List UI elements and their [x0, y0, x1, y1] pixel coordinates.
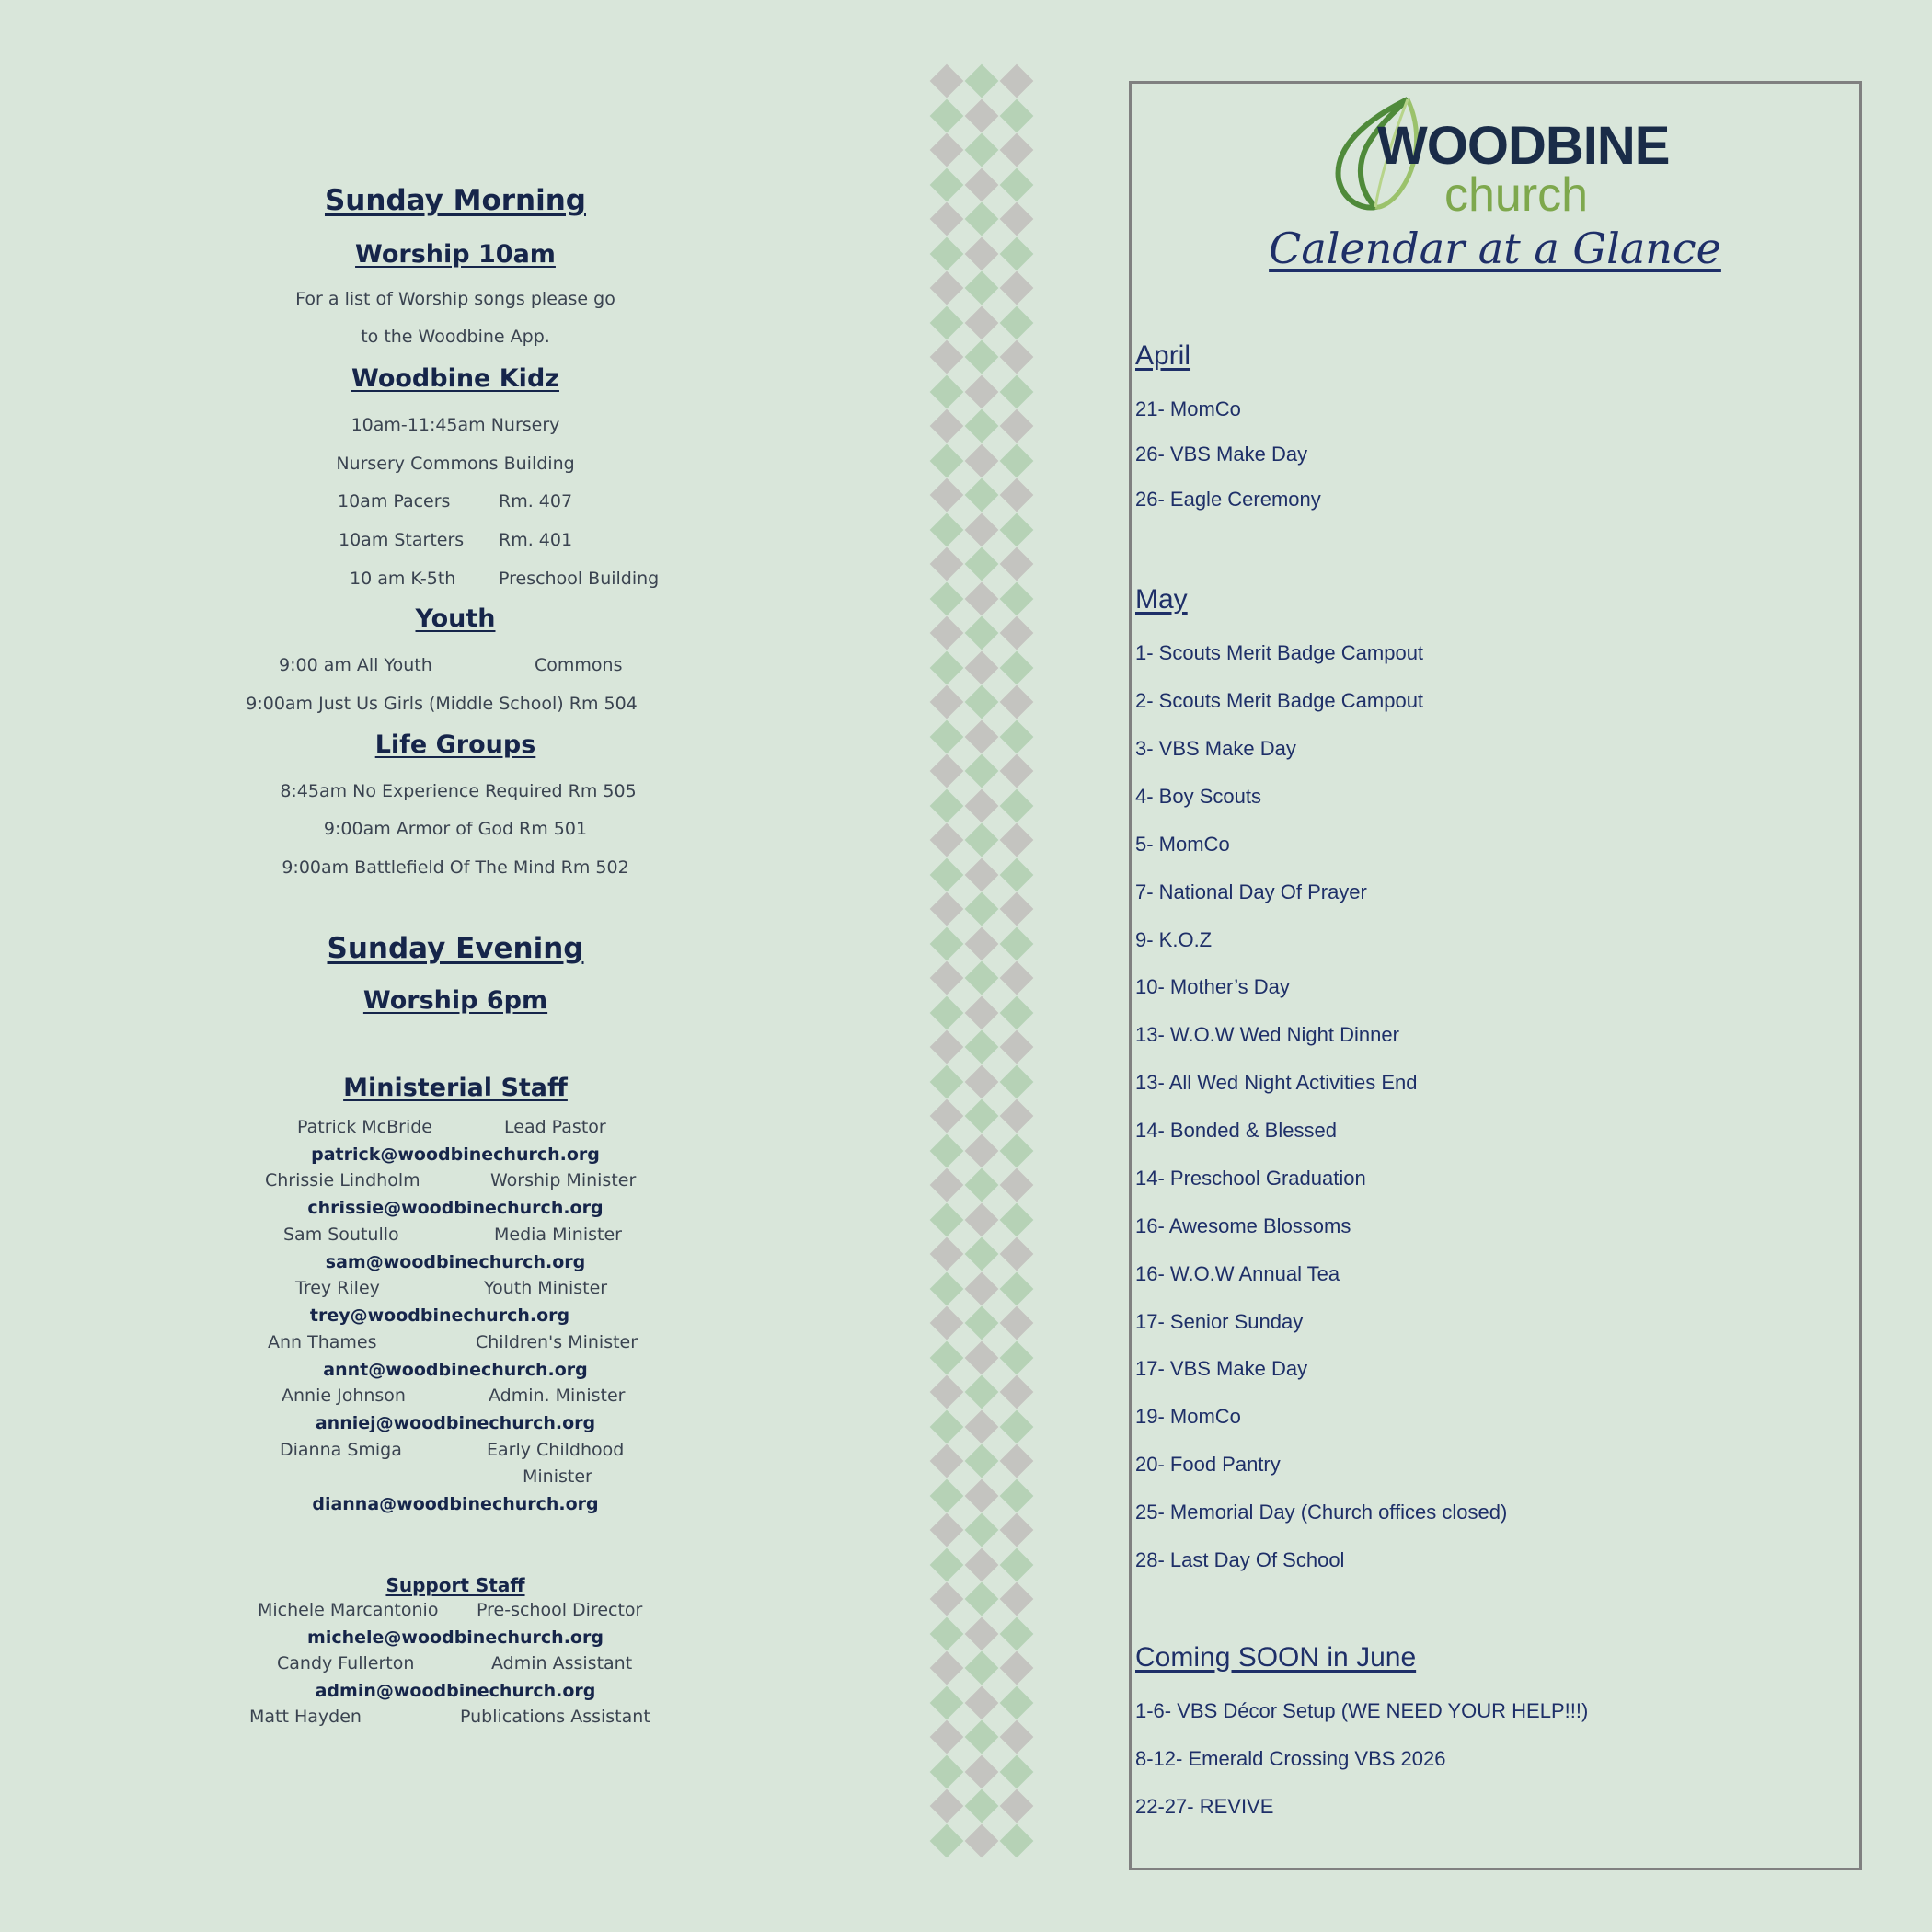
diamond-tile — [1000, 1202, 1034, 1236]
staff-email-link[interactable]: dianna@woodbinechurch.org — [312, 1494, 599, 1514]
diamond-tile — [930, 512, 964, 546]
month-heading: April — [1135, 340, 1191, 371]
diamond-tile — [965, 1099, 999, 1133]
diamond-tile — [1000, 167, 1034, 201]
calendar-event: 21- MomCo — [1135, 397, 1241, 420]
diamond-tile — [1000, 616, 1034, 650]
staff-email-link[interactable]: trey@woodbinechurch.org — [309, 1305, 570, 1326]
diamond-tile — [1000, 961, 1034, 995]
worship-note-line-2: to the Woodbine App. — [361, 327, 550, 347]
calendar-event: 16- W.O.W Annual Tea — [1135, 1262, 1340, 1285]
diamond-tile — [1000, 305, 1034, 339]
diamond-tile — [1000, 788, 1034, 822]
diamond-tile — [1000, 892, 1034, 926]
diamond-tile — [1000, 443, 1034, 477]
diamond-tile — [930, 1409, 964, 1443]
diamond-tile — [965, 616, 999, 650]
diamond-tile — [1000, 64, 1034, 98]
kidz-class-room: Rm. 401 — [499, 530, 573, 550]
support-role: Admin Assistant — [491, 1653, 633, 1673]
diamond-tile — [1000, 1271, 1034, 1305]
calendar-event: 17- Senior Sunday — [1135, 1310, 1304, 1333]
kidz-class-name: 10 am K-5th — [350, 569, 456, 589]
diamond-tile — [1000, 650, 1034, 684]
diamond-tile — [965, 1340, 999, 1374]
diamond-tile — [930, 1478, 964, 1512]
calendar-event: 16- Awesome Blossoms — [1135, 1214, 1351, 1237]
diamond-tile — [965, 788, 999, 822]
diamond-tile — [1000, 340, 1034, 374]
diamond-tile — [965, 236, 999, 270]
worship-10am-heading: Worship 10am — [355, 240, 556, 269]
diamond-tile — [965, 1375, 999, 1409]
diamond-tile — [930, 1133, 964, 1167]
diamond-tile — [965, 1133, 999, 1167]
diamond-tile — [1000, 374, 1034, 408]
worship-6pm-heading: Worship 6pm — [362, 986, 548, 1015]
diamond-tile — [965, 1789, 999, 1823]
diamond-tile — [965, 1478, 999, 1512]
woodbine-kidz-heading: Woodbine Kidz — [351, 364, 559, 393]
diamond-tile — [965, 926, 999, 960]
diamond-tile — [965, 512, 999, 546]
staff-role: Early Childhood — [487, 1440, 625, 1460]
diamond-tile — [930, 409, 964, 443]
diamond-tile — [965, 167, 999, 201]
support-name: Matt Hayden — [249, 1707, 362, 1727]
diamond-tile — [930, 1099, 964, 1133]
diamond-tile — [965, 1513, 999, 1547]
diamond-tile — [965, 1823, 999, 1857]
diamond-tile — [930, 1237, 964, 1271]
diamond-tile — [965, 995, 999, 1029]
calendar-event: 19- MomCo — [1135, 1405, 1241, 1428]
support-email-link[interactable]: michele@woodbinechurch.org — [307, 1627, 604, 1648]
diamond-tile — [930, 478, 964, 512]
staff-role: Lead Pastor — [504, 1117, 606, 1137]
diamond-tile — [965, 64, 999, 98]
staff-role-continued: Minister — [523, 1466, 592, 1487]
staff-role: Worship Minister — [490, 1170, 637, 1190]
diamond-tile — [930, 340, 964, 374]
diamond-tile — [1000, 236, 1034, 270]
diamond-tile — [930, 1340, 964, 1374]
diamond-tile — [930, 133, 964, 167]
diamond-tile — [1000, 1030, 1034, 1064]
diamond-tile — [1000, 512, 1034, 546]
diamond-tile — [965, 271, 999, 305]
sunday-evening-heading: Sunday Evening — [327, 932, 584, 965]
calendar-event: 1-6- VBS Décor Setup (WE NEED YOUR HELP!!!) — [1135, 1699, 1589, 1722]
calendar-event: 20- Food Pantry — [1135, 1453, 1281, 1476]
staff-name: Annie Johnson — [282, 1386, 406, 1406]
diamond-tile — [1000, 719, 1034, 753]
diamond-tile — [930, 581, 964, 615]
calendar-event: 7- National Day Of Prayer — [1135, 880, 1367, 903]
support-role: Publications Assistant — [460, 1707, 650, 1727]
diamond-tile — [1000, 1478, 1034, 1512]
calendar-event: 26- VBS Make Day — [1135, 443, 1308, 466]
calendar-event: 26- Eagle Ceremony — [1135, 488, 1321, 511]
logo-wordmark: WOODBINE — [1377, 116, 1670, 176]
diamond-tile — [930, 1720, 964, 1754]
diamond-tile — [930, 167, 964, 201]
staff-name: Chrissie Lindholm — [265, 1170, 420, 1190]
diamond-tile — [965, 1651, 999, 1685]
diamond-tile — [930, 1547, 964, 1581]
ministerial-staff-heading: Ministerial Staff — [343, 1074, 568, 1102]
diamond-tile — [1000, 1651, 1034, 1685]
diamond-tile — [1000, 202, 1034, 236]
staff-email-link[interactable]: sam@woodbinechurch.org — [325, 1252, 586, 1272]
diamond-tile — [1000, 1237, 1034, 1271]
diamond-tile — [1000, 1547, 1034, 1581]
diamond-tile — [965, 1306, 999, 1340]
calendar-event: 28- Last Day Of School — [1135, 1548, 1345, 1571]
diamond-tile — [965, 961, 999, 995]
diamond-tile — [965, 1616, 999, 1650]
diamond-tile — [930, 547, 964, 581]
diamond-tile — [930, 443, 964, 477]
staff-name: Dianna Smiga — [280, 1440, 402, 1460]
diamond-tile — [930, 961, 964, 995]
diamond-tile — [965, 1064, 999, 1098]
staff-name: Ann Thames — [268, 1332, 377, 1352]
staff-email-link[interactable]: annt@woodbinechurch.org — [323, 1360, 588, 1380]
diamond-tile — [1000, 1099, 1034, 1133]
kidz-class-name: 10am Pacers — [338, 491, 451, 512]
diamond-tile — [1000, 1823, 1034, 1857]
staff-name: Trey Riley — [295, 1278, 380, 1298]
calendar-event: 22-27- REVIVE — [1135, 1795, 1274, 1818]
support-role: Pre-school Director — [477, 1600, 643, 1620]
diamond-tile — [930, 823, 964, 857]
diamond-tile — [965, 581, 999, 615]
diamond-tile — [930, 1789, 964, 1823]
staff-role: Children's Minister — [476, 1332, 638, 1352]
month-heading: Coming SOON in June — [1135, 1642, 1417, 1673]
diamond-tile — [930, 1754, 964, 1788]
calendar-event: 3- VBS Make Day — [1135, 737, 1296, 760]
diamond-tile — [1000, 1064, 1034, 1098]
diamond-tile — [965, 98, 999, 132]
worship-note-line-1: For a list of Worship songs please go — [295, 289, 615, 309]
diamond-tile — [1000, 1513, 1034, 1547]
calendar-event: 4- Boy Scouts — [1135, 785, 1261, 808]
diamond-tile — [1000, 1133, 1034, 1167]
diamond-tile — [930, 616, 964, 650]
diamond-tile — [1000, 1340, 1034, 1374]
diamond-tile — [930, 236, 964, 270]
staff-name: Sam Soutullo — [283, 1225, 399, 1245]
calendar-event: 5- MomCo — [1135, 833, 1230, 856]
calendar-event: 13- W.O.W Wed Night Dinner — [1135, 1023, 1399, 1046]
calendar-event: 10- Mother’s Day — [1135, 975, 1290, 998]
diamond-tile — [1000, 1168, 1034, 1202]
diamond-tile — [965, 1409, 999, 1443]
diamond-tile — [965, 547, 999, 581]
diamond-tile — [1000, 581, 1034, 615]
diamond-tile — [965, 1582, 999, 1616]
diamond-tile — [930, 374, 964, 408]
diamond-tile — [965, 719, 999, 753]
diamond-tile — [965, 1237, 999, 1271]
diamond-tile — [965, 754, 999, 788]
diamond-tile — [965, 443, 999, 477]
youth-heading: Youth — [415, 604, 496, 633]
life-groups-heading: Life Groups — [374, 730, 536, 759]
diamond-tile — [1000, 1444, 1034, 1478]
support-staff-heading: Support Staff — [385, 1574, 525, 1596]
diamond-tile — [930, 1064, 964, 1098]
diamond-tile — [930, 1168, 964, 1202]
diamond-tile — [930, 754, 964, 788]
diamond-tile — [930, 650, 964, 684]
kidz-class-room: Rm. 407 — [499, 491, 573, 512]
kidz-class-name: 10am Starters — [339, 530, 465, 550]
diamond-tile — [930, 1685, 964, 1719]
diamond-tile — [930, 1271, 964, 1305]
staff-role: Youth Minister — [484, 1278, 608, 1298]
kidz-class-room: Preschool Building — [499, 569, 660, 589]
diamond-tile — [930, 685, 964, 719]
diamond-tile — [1000, 1754, 1034, 1788]
diamond-tile — [930, 64, 964, 98]
diamond-tile — [965, 1720, 999, 1754]
staff-role: Media Minister — [494, 1225, 622, 1245]
diamond-tile — [930, 1030, 964, 1064]
kidz-nursery-location: Nursery Commons Building — [336, 454, 575, 474]
calendar-event: 14- Bonded & Blessed — [1135, 1119, 1337, 1142]
diamond-tile — [930, 1651, 964, 1685]
diamond-tile — [930, 857, 964, 891]
diamond-tile — [930, 305, 964, 339]
diamond-tile — [1000, 1375, 1034, 1409]
youth-event-room: Commons — [535, 655, 623, 675]
diamond-tile — [1000, 1616, 1034, 1650]
diamond-tile — [965, 305, 999, 339]
diamond-tile — [1000, 995, 1034, 1029]
diamond-tile — [1000, 98, 1034, 132]
kidz-nursery-time: 10am-11:45am Nursery — [351, 415, 560, 435]
life-group-item: 8:45am No Experience Required Rm 505 — [280, 781, 637, 801]
calendar-event: 13- All Wed Night Activities End — [1135, 1071, 1418, 1094]
staff-email-link[interactable]: chrissie@woodbinechurch.org — [307, 1198, 604, 1218]
diamond-tile — [965, 1271, 999, 1305]
diamond-tile — [1000, 857, 1034, 891]
diamond-tile — [930, 1582, 964, 1616]
diamond-tile — [1000, 1789, 1034, 1823]
diamond-tile — [1000, 685, 1034, 719]
calendar-event: 14- Preschool Graduation — [1135, 1167, 1366, 1190]
calendar-event: 8-12- Emerald Crossing VBS 2026 — [1135, 1747, 1446, 1770]
diamond-tile — [965, 1754, 999, 1788]
diamond-tile — [965, 340, 999, 374]
month-heading: May — [1135, 584, 1188, 615]
diamond-tile — [930, 1202, 964, 1236]
diamond-tile — [930, 926, 964, 960]
calendar-title: Calendar at a Glance — [1269, 224, 1721, 273]
diamond-tile — [930, 1306, 964, 1340]
diamond-tile — [1000, 1409, 1034, 1443]
diamond-tile — [930, 271, 964, 305]
calendar-event: 25- Memorial Day (Church offices closed) — [1135, 1501, 1508, 1524]
diamond-tile — [965, 1685, 999, 1719]
diamond-tile — [930, 1375, 964, 1409]
diamond-pattern-divider — [929, 69, 1040, 1863]
sunday-morning-heading: Sunday Morning — [324, 184, 586, 217]
diamond-tile — [1000, 926, 1034, 960]
diamond-tile — [930, 1616, 964, 1650]
support-name: Candy Fullerton — [277, 1653, 415, 1673]
staff-email-link[interactable]: anniej@woodbinechurch.org — [315, 1413, 596, 1433]
diamond-tile — [930, 892, 964, 926]
diamond-tile — [1000, 823, 1034, 857]
diamond-tile — [965, 823, 999, 857]
support-name: Michele Marcantonio — [258, 1600, 439, 1620]
diamond-tile — [965, 374, 999, 408]
calendar-event: 1- Scouts Merit Badge Campout — [1135, 641, 1424, 664]
diamond-tile — [965, 1030, 999, 1064]
diamond-tile — [965, 133, 999, 167]
diamond-tile — [930, 995, 964, 1029]
calendar-event: 2- Scouts Merit Badge Campout — [1135, 689, 1424, 712]
diamond-tile — [1000, 409, 1034, 443]
diamond-tile — [930, 202, 964, 236]
diamond-tile — [965, 1444, 999, 1478]
diamond-tile — [1000, 271, 1034, 305]
diamond-tile — [930, 1823, 964, 1857]
diamond-tile — [1000, 547, 1034, 581]
youth-event-name: 9:00 am All Youth — [279, 655, 432, 675]
staff-email-link[interactable]: patrick@woodbinechurch.org — [311, 1144, 600, 1165]
diamond-tile — [1000, 754, 1034, 788]
diamond-tile — [965, 409, 999, 443]
diamond-tile — [1000, 478, 1034, 512]
diamond-tile — [1000, 1582, 1034, 1616]
youth-event: 9:00am Just Us Girls (Middle School) Rm 504 — [246, 694, 638, 714]
diamond-tile — [965, 1547, 999, 1581]
diamond-tile — [1000, 1306, 1034, 1340]
calendar-event: 17- VBS Make Day — [1135, 1357, 1308, 1380]
logo-subtitle: church — [1444, 168, 1589, 222]
diamond-tile — [965, 1168, 999, 1202]
diamond-tile — [930, 1513, 964, 1547]
diamond-tile — [965, 202, 999, 236]
diamond-tile — [930, 719, 964, 753]
diamond-tile — [1000, 1720, 1034, 1754]
diamond-tile — [930, 788, 964, 822]
diamond-tile — [1000, 1685, 1034, 1719]
diamond-tile — [965, 478, 999, 512]
diamond-tile — [965, 1202, 999, 1236]
diamond-tile — [965, 685, 999, 719]
diamond-tile — [965, 857, 999, 891]
diamond-tile — [965, 650, 999, 684]
diamond-tile — [965, 892, 999, 926]
life-group-item: 9:00am Armor of God Rm 501 — [323, 819, 588, 839]
life-group-item: 9:00am Battlefield Of The Mind Rm 502 — [282, 857, 629, 878]
calendar-event: 9- K.O.Z — [1135, 928, 1213, 951]
diamond-tile — [930, 98, 964, 132]
diamond-tile — [1000, 133, 1034, 167]
staff-role: Admin. Minister — [489, 1386, 626, 1406]
staff-name: Patrick McBride — [297, 1117, 432, 1137]
diamond-tile — [930, 1444, 964, 1478]
support-email-link[interactable]: admin@woodbinechurch.org — [315, 1681, 596, 1701]
